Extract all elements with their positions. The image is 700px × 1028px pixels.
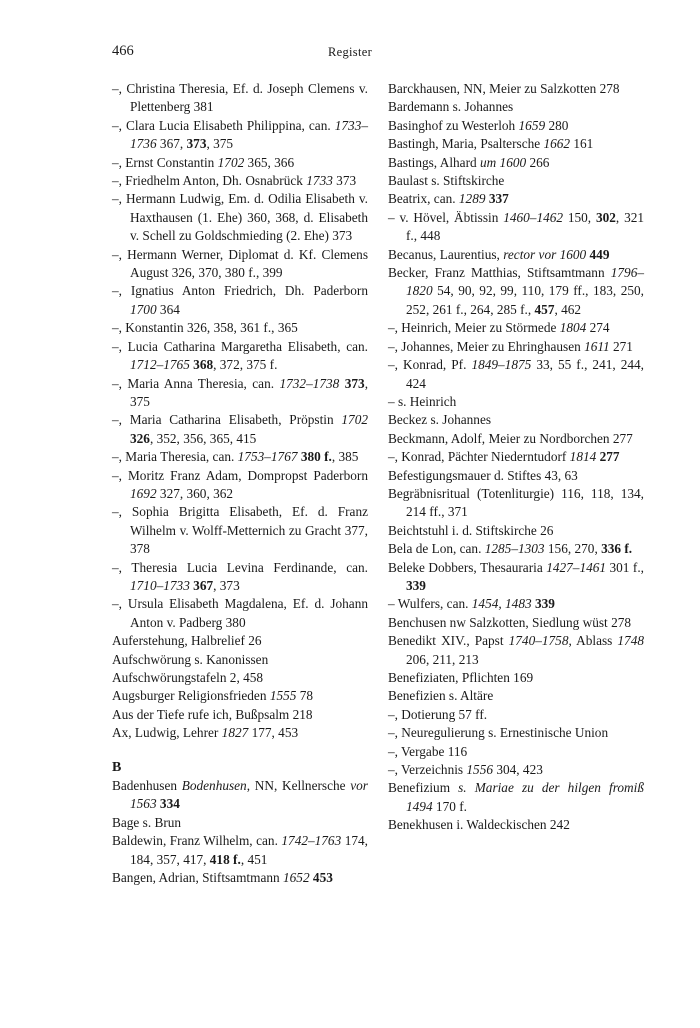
entry-date: 1712–1765 — [130, 357, 190, 373]
entry-date: 1555 — [269, 688, 297, 704]
entry-text: Bardemann s. Johannes — [388, 99, 514, 115]
entry-text: Aufschwörungstafeln 2, 458 — [112, 670, 264, 685]
index-entry — [388, 559, 644, 596]
index-entry — [388, 816, 644, 834]
entry-date: 1827 — [221, 725, 249, 741]
entry-date: 1659 — [518, 117, 546, 133]
entry-text: Bangen, Adrian, Stiftsamtmann — [112, 870, 283, 886]
index-entry — [388, 706, 644, 724]
entry-text: Benekhusen i. Waldeckischen 242 — [388, 817, 570, 833]
entry-text: 150, — [563, 209, 596, 225]
entry-text: 364 — [156, 301, 180, 317]
index-entry — [388, 540, 644, 558]
index-entry — [388, 779, 644, 816]
entry-text: –, Ernst Constantin — [112, 154, 218, 170]
entry-text: , 373 — [213, 577, 240, 593]
entry-text: 33, 55 f., 241, 244, 424 — [406, 357, 645, 391]
index-entry — [112, 814, 368, 832]
entry-text: , 321 f., 448 — [406, 209, 645, 244]
entry-date: 1710–1733 — [130, 577, 190, 593]
index-entry — [388, 154, 644, 172]
entry-text: Basinghof zu Westerloh — [388, 117, 519, 133]
index-entry — [388, 246, 644, 264]
entry-text: , 375 — [206, 136, 234, 152]
entry-main-reference: 277 — [599, 449, 620, 465]
index-entry — [112, 869, 368, 887]
entry-text: 327, 360, 362 — [156, 485, 234, 501]
entry-text: –, Maria Theresia, can. — [112, 449, 238, 465]
index-entry — [112, 467, 368, 504]
entry-date: 1733–1736 — [130, 117, 368, 152]
entry-date: 1700 — [130, 301, 157, 317]
index-entry — [112, 246, 368, 283]
entry-text: Augsburger Religionsfrieden — [112, 688, 270, 704]
index-entry — [112, 80, 368, 117]
index-entry — [112, 172, 368, 190]
index-entry — [388, 135, 644, 153]
entry-date: 1289 — [458, 191, 486, 207]
index-entry — [388, 209, 644, 246]
entry-text: Bastings, Alhard — [388, 154, 480, 170]
entry-date: 1702 — [341, 412, 368, 428]
page-number: 466 — [112, 43, 134, 59]
entry-text: 365, 366 — [244, 154, 295, 170]
entry-main-reference: 339 — [406, 577, 426, 593]
running-head: Register — [327, 45, 373, 59]
index-entry — [388, 393, 644, 411]
entry-text: 206, 211, 213 — [406, 651, 479, 667]
entry-text: Benefizien s. Altäre — [388, 688, 494, 704]
entry-text: –, Neuregulierung s. Ernestinische Union — [388, 725, 609, 741]
entry-main-reference: 380 f. — [300, 449, 332, 465]
entry-text: –, Konrad, Pächter Niederntudorf — [388, 449, 570, 465]
index-entry — [112, 687, 368, 705]
index-entry — [112, 651, 368, 669]
entry-text: Beatrix, can. — [388, 191, 459, 207]
entry-text: –, Moritz Franz Adam, Dompropst Paderborn — [112, 467, 368, 483]
entry-text: Begräbnisritual (Totenliturgie) 116, 118, 134, 214 ff., 371 — [388, 485, 644, 520]
index-entry — [112, 190, 368, 245]
entry-text: 367, — [156, 136, 187, 152]
index-entry — [388, 98, 644, 116]
entry-date: 1427–1461 — [546, 559, 607, 575]
entry-text: Becker, Franz Matthias, Stiftsamtmann — [388, 265, 611, 281]
entry-text: 78 — [296, 688, 314, 704]
entry-text: Befestigungsmauer d. Stiftes 43, 63 — [388, 467, 578, 483]
index-entry — [388, 411, 644, 429]
entry-text: –, Johannes, Meier zu Ehringhausen — [388, 338, 585, 354]
index-entry — [388, 614, 644, 632]
entry-text: Beckmann, Adolf, Meier zu Nordborchen 277 — [388, 430, 633, 446]
entry-text: –, Hermann Werner, Diplomat d. Kf. Clemens August 326, 370, 380 f., 399 — [112, 246, 368, 281]
entry-text: 274 — [586, 320, 610, 336]
entry-text: 177, 453 — [248, 725, 299, 741]
entry-date: 1611 — [584, 338, 610, 354]
index-entry — [112, 448, 368, 466]
entry-main-reference: 337 — [488, 191, 509, 207]
index-entry — [388, 687, 644, 705]
index-entry — [112, 503, 368, 558]
entry-main-reference: 326 — [130, 430, 150, 446]
entry-date: 1849–1875 — [471, 357, 532, 373]
entry-main-reference: 453 — [312, 870, 333, 886]
entry-text: Beleke Dobbers, Thesauraria — [388, 559, 547, 575]
entry-date: 1804 — [559, 320, 587, 336]
entry-text: –, Lucia Catharina Margaretha Elisabeth, can. — [112, 338, 368, 354]
entry-text: –, Christina Theresia, Ef. d. Joseph Clemens v. Plettenberg 381 — [112, 81, 368, 115]
entry-text: –, Verzeichnis — [388, 762, 467, 778]
index-entry — [388, 190, 644, 208]
index-entry — [112, 706, 368, 724]
index-entry — [112, 375, 368, 412]
entry-date: 1556 — [466, 762, 493, 778]
entry-text: Aufschwörung s. Kanonissen — [112, 651, 269, 667]
entry-text: 156, 270, — [544, 541, 602, 557]
entry-text: –, Dotierung 57 ff. — [388, 706, 488, 722]
index-entry — [112, 669, 368, 687]
index-entry — [388, 319, 644, 337]
entry-text: –, Konrad, Pf. — [388, 357, 472, 373]
index-entry — [388, 430, 644, 448]
entry-date: 1652 — [283, 870, 310, 886]
entry-text: , 451 — [240, 851, 268, 867]
entry-text: –, Sophia Brigitta Elisabeth, Ef. d. Franz Wilhelm v. Wolff-Metternich zu Gracht 377, 378 — [112, 504, 368, 557]
entry-text: Baldewin, Franz Wilhelm, can. — [112, 833, 282, 849]
entry-text: –, Theresia Lucia Levina Ferdinande, can. — [112, 559, 368, 575]
index-entry — [388, 338, 644, 356]
index-column-left — [112, 80, 368, 887]
entry-text: – s. Heinrich — [388, 393, 457, 409]
entry-text: Badenhusen — [112, 778, 182, 794]
entry-text: – v. Hövel, Äbtissin — [388, 209, 504, 225]
entry-date: 1748 — [617, 633, 644, 649]
entry-text: –, Ignatius Anton Friedrich, Dh. Paderborn — [112, 283, 368, 299]
index-entry — [112, 632, 368, 650]
index-entry — [388, 485, 644, 522]
index-entry — [112, 282, 368, 319]
entry-main-reference: 449 — [589, 246, 610, 262]
entry-main-reference: 339 — [534, 596, 555, 612]
entry-text: Aus der Tiefe rufe ich, Bußpsalm 218 — [112, 706, 313, 722]
entry-date: s. Mariae zu der hilgen fromiß 1494 — [406, 780, 644, 814]
entry-date: 1692 — [130, 485, 157, 501]
index-entry — [388, 761, 644, 779]
entry-text: 174, 184, 357, 417, — [130, 833, 368, 867]
index-entry — [112, 832, 368, 869]
entry-text: 280 — [545, 117, 569, 133]
index-entry — [388, 669, 644, 687]
index-entry — [388, 522, 644, 540]
entry-text: –, Heinrich, Meier zu Störmede — [388, 320, 560, 336]
entry-text: B — [112, 759, 122, 775]
entry-main-reference: 373 — [186, 136, 207, 152]
entry-text: Benedikt XIV., Papst — [388, 633, 509, 649]
index-entry — [388, 632, 644, 669]
entry-date: 1740–1758 — [508, 633, 569, 649]
entry-text: –, Konstantin 326, 358, 361 f., 365 — [112, 320, 298, 336]
entry-text: 170 f. — [432, 798, 467, 814]
index-entry — [112, 338, 368, 375]
entry-date: rector vor 1600 — [503, 246, 587, 262]
entry-text: 304, 423 — [493, 762, 543, 778]
entry-text: , NN, Kellnersche — [246, 778, 351, 794]
entry-date: 1742–1763 — [281, 833, 342, 849]
entry-date: 1662 — [543, 136, 571, 152]
entry-text: –, Friedhelm Anton, Dh. Osnabrück — [112, 173, 307, 189]
index-entry — [112, 777, 368, 814]
entry-date: vor 1563 — [130, 778, 368, 812]
entry-date: 1285–1303 — [484, 541, 545, 557]
index-entry — [388, 264, 644, 319]
entry-text: Benefizium — [388, 780, 459, 796]
entry-main-reference: 334 — [159, 796, 180, 812]
entry-text: , 372, 375 f. — [213, 357, 278, 373]
entry-main-reference: 336 f. — [601, 541, 633, 557]
entry-text: Baulast s. Stiftskirche — [388, 173, 505, 189]
entry-text: –, Hermann Ludwig, Em. d. Odilia Elisabeth v. Haxthausen (1. Ehe) 360, 368, d. Elisabeth v. Schell zu Goldschmieding (2. Ehe) 373 — [112, 191, 368, 244]
entry-text: –, Ursula Elisabeth Magdalena, Ef. d. Johann Anton v. Padberg 380 — [112, 596, 368, 630]
entry-text: 301 f., — [606, 559, 644, 575]
index-entry — [388, 724, 644, 742]
index-entry — [112, 319, 368, 337]
index-entry — [388, 80, 644, 98]
entry-text: – Wulfers, can. — [388, 596, 472, 612]
entry-text: –, Clara Lucia Elisabeth Philippina, can. — [112, 117, 335, 133]
entry-date: 1733 — [306, 173, 333, 189]
entry-text: , 385 — [331, 449, 359, 465]
entry-date: 1454, 1483 — [471, 596, 532, 612]
entry-text: Bela de Lon, can. — [388, 541, 485, 557]
index-entry — [388, 172, 644, 190]
entry-text: 266 — [526, 154, 550, 170]
entry-text: Bage s. Brun — [112, 814, 182, 830]
entry-main-reference: 418 f. — [209, 851, 241, 867]
entry-text: –, Vergabe 116 — [388, 743, 468, 759]
entry-text: Beichtstuhl i. d. Stiftskirche 26 — [388, 522, 554, 538]
entry-main-reference: 367 — [193, 577, 214, 593]
index-entry — [388, 448, 644, 466]
entry-main-reference: 368 — [193, 357, 214, 373]
index-entry — [388, 595, 644, 613]
index-entry — [112, 154, 368, 172]
index-entry — [112, 559, 368, 596]
entry-text: 373 — [332, 173, 357, 189]
entry-text: , 352, 356, 365, 415 — [149, 430, 257, 446]
index-entry — [388, 743, 644, 761]
entry-date: Bodenhusen — [181, 778, 247, 794]
entry-text: Ax, Ludwig, Lehrer — [112, 725, 222, 741]
entry-text: Auferstehung, Halbrelief 26 — [112, 633, 262, 649]
entry-text: , 462 — [554, 301, 582, 317]
entry-main-reference: 457 — [534, 301, 555, 317]
entry-main-reference: 302 — [595, 209, 616, 225]
entry-date: 1796–1820 — [406, 265, 644, 299]
entry-text: Benchusen nw Salzkotten, Siedlung wüst 278 — [388, 614, 632, 630]
section-letter — [112, 759, 368, 777]
entry-text: , 375 — [130, 375, 369, 409]
entry-text: –, Maria Anna Theresia, can. — [112, 375, 280, 391]
entry-date: 1814 — [569, 449, 597, 465]
entry-date: 1702 — [217, 154, 245, 170]
entry-date: 1753–1767 — [237, 449, 298, 465]
entry-date: 1460–1462 — [503, 209, 564, 225]
index-entry — [112, 595, 368, 632]
entry-main-reference: 373 — [344, 375, 365, 391]
entry-date: 1732–1738 — [279, 375, 340, 391]
index-entry — [112, 117, 368, 154]
entry-text: Becanus, Laurentius, — [388, 246, 504, 262]
entry-text: 54, 90, 92, 99, 110, 179 ff., 183, 250, 252, 261 f., 264, 285 f., — [406, 283, 644, 317]
entry-text: Beckez s. Johannes — [388, 412, 492, 428]
index-entry — [388, 467, 644, 485]
entry-text: Bastingh, Maria, Psaltersche — [388, 136, 544, 152]
entry-text: 271 — [609, 338, 633, 354]
entry-text: –, Maria Catharina Elisabeth, Pröpstin — [112, 412, 342, 428]
entry-text: Barckhausen, NN, Meier zu Salzkotten 278 — [388, 81, 620, 96]
index-column-right — [388, 80, 644, 835]
index-entry — [388, 356, 644, 393]
index-entry — [112, 724, 368, 742]
entry-text: Benefiziaten, Pflichten 169 — [388, 670, 534, 685]
index-entry — [112, 411, 368, 448]
entry-date: um 1600 — [479, 154, 527, 170]
entry-text: , Ablass — [568, 633, 618, 649]
index-entry — [388, 117, 644, 135]
entry-text: 161 — [570, 136, 594, 152]
